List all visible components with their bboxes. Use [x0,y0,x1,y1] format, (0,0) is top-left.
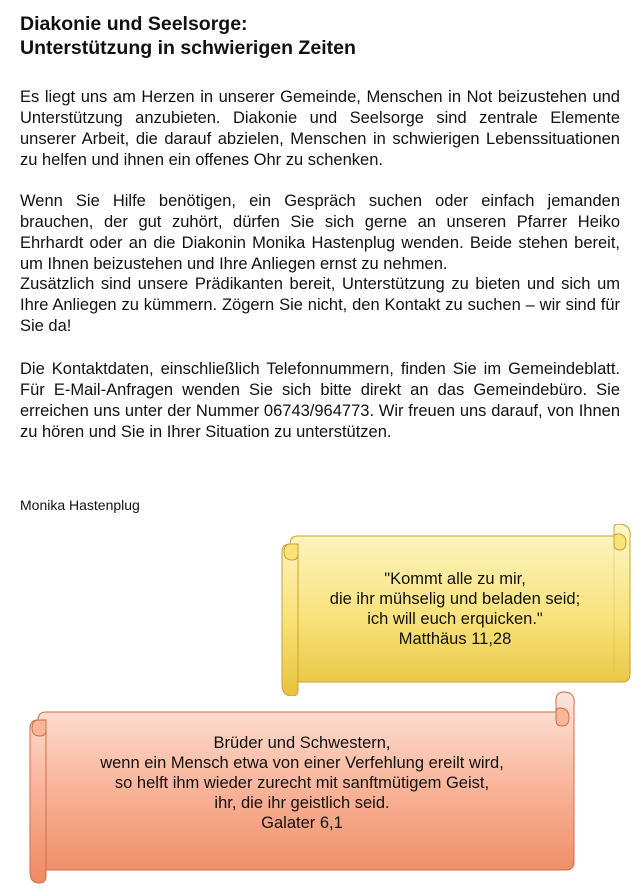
quote-line: "Kommt alle zu mir, [384,570,526,588]
scroll-quote-text [290,569,620,649]
quote-line: ich will euch erquicken." [367,610,543,628]
quote-line: so helft ihm wieder zurecht mit sanftmütigem Geist, [114,774,490,792]
scroll-quote-text [38,733,566,833]
quote-line: ihr, die ihr geistlich seid. [214,794,390,812]
paragraph-preachers: Zusätzlich sind unsere Prädikanten bereit, Unterstützung zu bieten und sich um Ihre Anliegen zu kümmern. Zögern Sie nicht, den Kontakt zu suchen – wir sind für Sie da! [20,275,620,335]
author-signature: Monika Hastenplug [20,497,140,513]
title-line-1: Diakonie und Seelsorge: [20,13,248,35]
quote-line: wenn ein Mensch etwa von einer Verfehlung ereilt wird, [100,754,504,772]
quote-reference: Galater 6,1 [261,814,343,832]
page-title [20,12,620,60]
quote-line: Brüder und Schwestern, [213,734,391,752]
paragraph-contact-persons: Wenn Sie Hilfe benötigen, ein Gespräch suchen oder einfach jemanden brauchen, der gut zuhört, dürfen Sie sich gerne an unseren Pfarrer Heiko Ehrhardt oder an die Diakonin Monika Hastenplug wenden. Beide stehen bereit, um Ihnen beizustehen und Ihre Anliegen ernst zu nehmen. [20,192,620,273]
scroll-banner-galatians [28,690,578,885]
title-line-2: Unterstützung in schwierigen Zeiten [20,37,356,59]
quote-line: die ihr mühselig und beladen seid; [329,590,581,608]
paragraph-contact-details: Die Kontaktdaten, einschließlich Telefonnummern, finden Sie im Gemeindeblatt. Für E-Mail-Anfragen wenden Sie sich bitte direkt an das Gemeindebüro. Sie erreichen uns unter der Nummer 06743/964773. Wir freuen uns darauf, von Ihnen zu hören und Sie in Ihrer Situation zu unterstützen. [20,360,620,441]
scroll-banner-matthew [280,524,632,696]
paragraph-intro: Es liegt uns am Herzen in unserer Gemeinde, Menschen in Not beizustehen und Unterstützung anzubieten. Diakonie und Seelsorge sind zentrale Elemente unserer Arbeit, die darauf abzielen, Menschen in schwierigen Lebenssituationen zu helfen und ihnen ein offenes Ohr zu schenken. [20,88,620,169]
quote-reference: Matthäus 11,28 [398,630,512,648]
